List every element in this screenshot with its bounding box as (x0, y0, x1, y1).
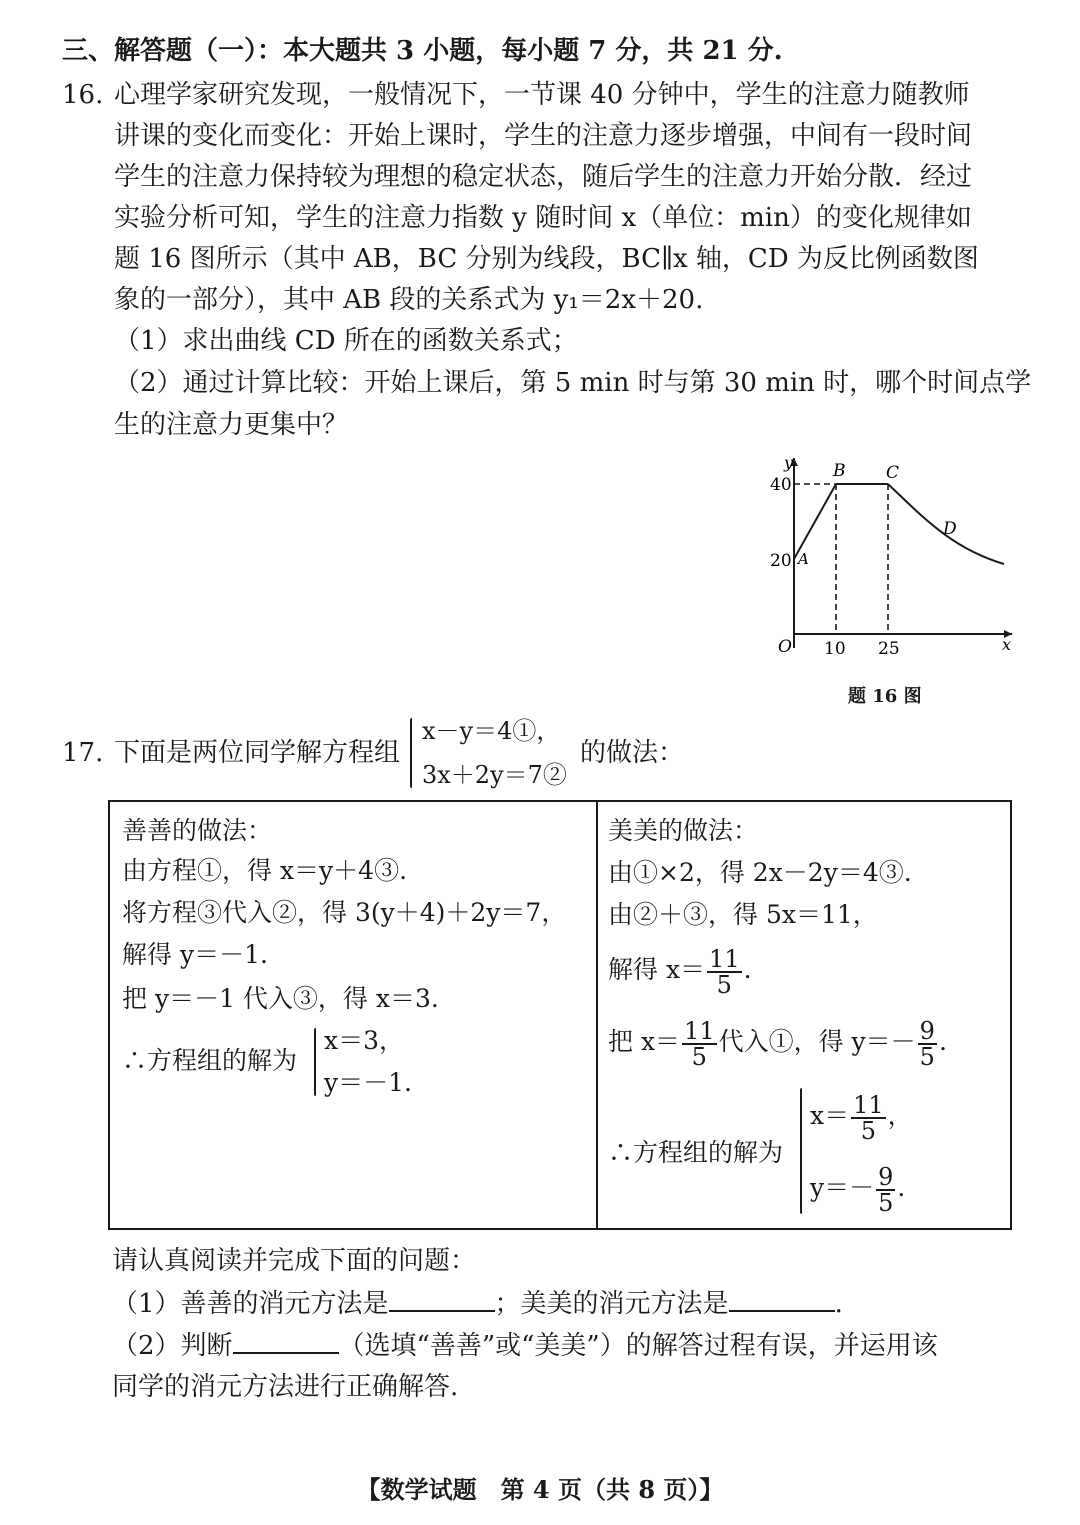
q16-part-2-line-1: （2）通过计算比较：开始上课后，第 5 min 时与第 30 min 时，哪个时间点学 (114, 368, 1032, 398)
right-title: 美美的做法： (608, 816, 759, 845)
left-solution-brace (314, 1028, 316, 1096)
q16-line-3: 学生的注意力保持较为理想的稳定状态，随后学生的注意力开始分散．经过 (114, 162, 973, 192)
left-solution-y: y＝－1. (324, 1068, 412, 1097)
point-d-label: D (943, 519, 957, 539)
right-line-3: 解得 x＝ $\frac{11}{5}$ . (608, 944, 752, 999)
q16-part-2-line-2: 生的注意力更集中？ (114, 410, 349, 440)
y-tick-20: 20 (770, 551, 792, 571)
left-title: 善善的做法： (122, 816, 273, 845)
q17-intro-before: 下面是两位同学解方程组 (114, 738, 401, 768)
q16-line-1: 心理学家研究发现，一般情况下，一节课 40 分钟中，学生的注意力随教师 (114, 80, 970, 110)
system-eq-2: 3x＋2y＝7② (422, 761, 567, 789)
figure-16-graph (760, 448, 1020, 668)
q17-part-2: （2）判断 （选填“善善”或“美美”）的解答过程有误，并运用该 (112, 1331, 938, 1361)
q16-line-4: 实验分析可知，学生的注意力指数 y 随时间 x（单位：min）的变化规律如 (114, 203, 972, 233)
right-line-1: 由①×2，得 2x－2y＝4③. (608, 858, 912, 887)
left-line-2: 将方程③代入②，得 3(y＋4)＋2y＝7， (122, 898, 567, 927)
left-line-1: 由方程①，得 x＝y＋4③. (122, 856, 408, 885)
q16-line-2: 讲课的变化而变化：开始上课时，学生的注意力逐步增强，中间有一段时间 (114, 121, 973, 151)
system-brace (410, 718, 412, 788)
right-line-4: 把 x＝ $\frac{11}{5}$ 代入①，得 y＝－ $\frac{9}{5}$ . (608, 1016, 947, 1071)
q17-part-1: （1）善善的消元方法是 ；美美的消元方法是 . (112, 1289, 843, 1319)
solutions-table (108, 800, 1012, 1230)
q16-line-6: 象的一部分），其中 AB 段的关系式为 y₁＝2x＋20. (114, 285, 704, 315)
right-solution-prefix: ∴方程组的解为 (608, 1138, 784, 1167)
y-axis-label: y (784, 453, 794, 472)
x-tick-10: 10 (824, 639, 846, 659)
q16-line-5: 题 16 图所示（其中 AB，BC 分别为线段，BC∥x 轴，CD 为反比例函数图 (114, 244, 979, 274)
right-line-4-mid: 代入①，得 y＝－ (718, 1027, 916, 1056)
answer-blank-3[interactable] (233, 1330, 339, 1354)
right-solution-x: x＝ $\frac{11}{5}$ ， (810, 1090, 913, 1145)
question-17-number: 17. (62, 738, 104, 768)
right-solution-brace (800, 1088, 802, 1214)
left-solution-x: x＝3， (324, 1026, 405, 1055)
fraction-9-5: $\frac{9}{5}$ (878, 1162, 894, 1217)
system-eq-1: x－y＝4①， (422, 717, 561, 745)
page-footer: 【数学试题 第 4 页（共 8 页）】 (356, 1475, 724, 1504)
right-line-2: 由②＋③，得 5x＝11， (608, 900, 878, 929)
table-divider (596, 802, 598, 1228)
question-16-number: 16. (62, 80, 104, 110)
q17-part-2-line-2: 同学的消元方法进行正确解答. (112, 1372, 459, 1402)
point-a-label: A (798, 550, 809, 568)
right-solution-y: y＝－ $\frac{9}{5}$ . (810, 1162, 906, 1217)
answer-blank-1[interactable] (389, 1288, 495, 1312)
section-title: 三、解答题（一）：本大题共 3 小题，每小题 7 分，共 21 分. (62, 36, 783, 66)
right-line-4-prefix: 把 x＝ (608, 1027, 681, 1056)
fraction-11-5: $\frac{11}{5}$ (684, 1016, 715, 1071)
fraction-11-5: $\frac{11}{5}$ (709, 944, 740, 999)
origin-label: O (778, 637, 792, 657)
left-line-3: 解得 y＝－1. (122, 940, 268, 969)
x-tick-25: 25 (878, 639, 900, 659)
q17-instruction: 请认真阅读并完成下面的问题： (112, 1246, 477, 1276)
point-b-label: B (833, 461, 846, 481)
figure-16-caption: 题 16 图 (848, 686, 922, 707)
q17-intro-after: 的做法： (580, 738, 685, 768)
y-tick-40: 40 (770, 475, 792, 495)
left-line-4: 把 y＝－1 代入③，得 x＝3. (122, 984, 439, 1013)
answer-blank-2[interactable] (729, 1288, 835, 1312)
fraction-11-5: $\frac{11}{5}$ (853, 1090, 884, 1145)
segment-ab (794, 484, 836, 559)
left-solution-prefix: ∴方程组的解为 (122, 1046, 298, 1075)
x-axis-label: x (1002, 635, 1012, 654)
fraction-9-5: $\frac{9}{5}$ (919, 1016, 935, 1071)
q16-part-1: （1）求出曲线 CD 所在的函数关系式； (114, 326, 578, 356)
point-c-label: C (886, 463, 900, 483)
right-line-3-prefix: 解得 x＝ (608, 955, 706, 984)
